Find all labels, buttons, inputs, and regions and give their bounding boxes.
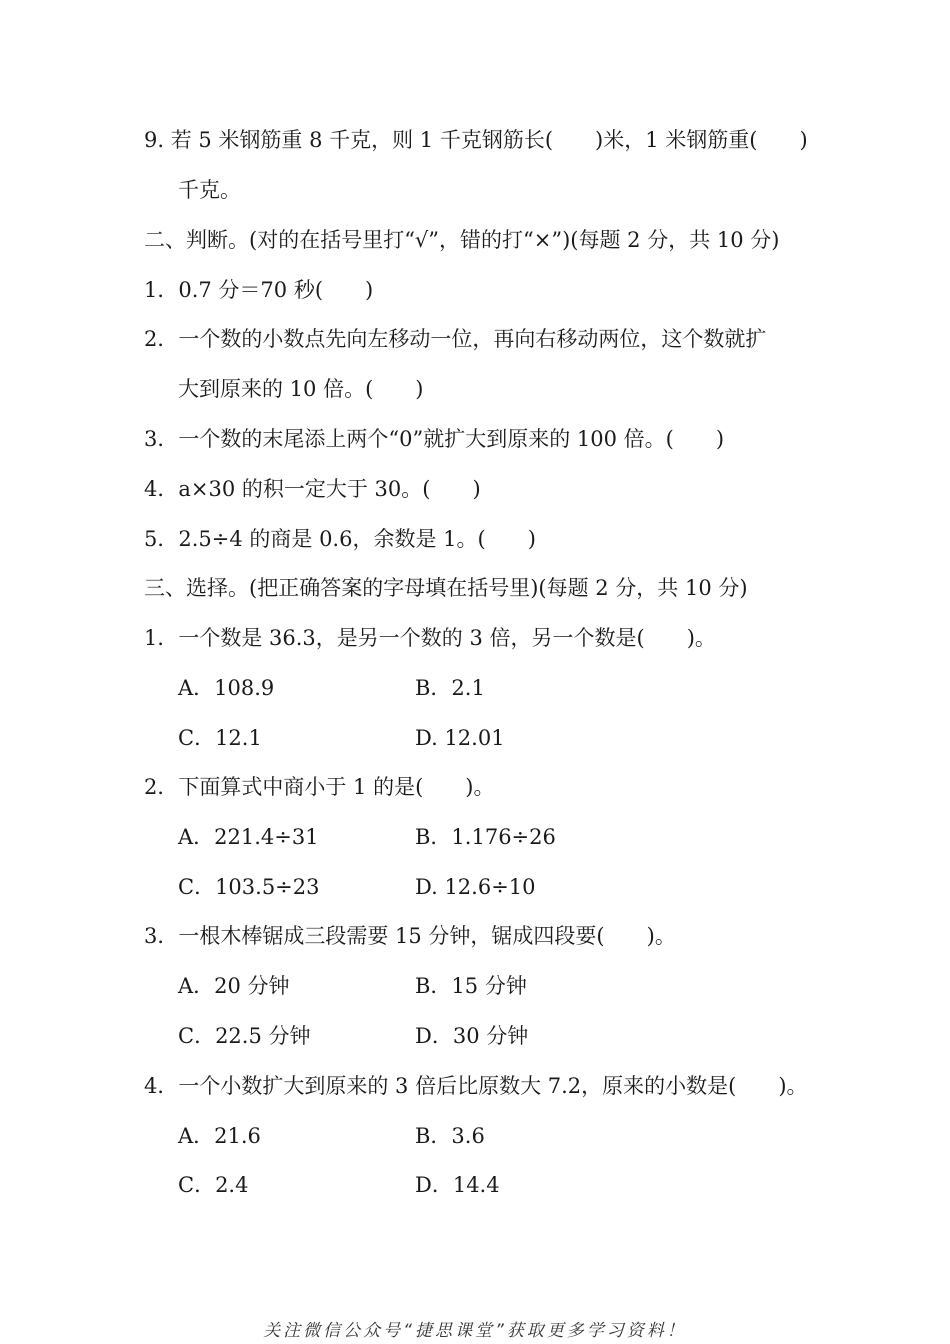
choice-question-1: 1．一个数是 36.3，是另一个数的 3 倍，另一个数是( )。 bbox=[144, 626, 716, 650]
judge-item-2: 2．一个数的小数点先向左移动一位，再向右移动两位，这个数就扩 bbox=[144, 327, 767, 351]
judge-item-4: 4．a×30 的积一定大于 30。( ) bbox=[144, 477, 481, 501]
choice-4-option-c: C．2.4 bbox=[178, 1173, 249, 1197]
choice-2-option-a: A．221.4÷31 bbox=[178, 825, 319, 849]
judge-item-1: 1．0.7 分＝70 秒( ) bbox=[144, 278, 374, 302]
question-9-line-1: 9. 若 5 米钢筋重 8 千克，则 1 千克钢筋长( )米，1 米钢筋重( ) bbox=[144, 128, 808, 152]
judge-item-2-continuation: 大到原来的 10 倍。( ) bbox=[178, 377, 424, 401]
choice-1-option-c: C．12.1 bbox=[178, 726, 262, 750]
choice-1-option-a: A．108.9 bbox=[178, 676, 275, 700]
judge-item-3: 3．一个数的末尾添上两个“0”就扩大到原来的 100 倍。( ) bbox=[144, 427, 725, 451]
choice-3-option-d: D．30 分钟 bbox=[415, 1024, 529, 1048]
choice-2-option-d: D. 12.6÷10 bbox=[415, 875, 536, 899]
judge-item-5: 5．2.5÷4 的商是 0.6，余数是 1。( ) bbox=[144, 527, 536, 551]
choice-3-option-c: C．22.5 分钟 bbox=[178, 1024, 311, 1048]
section-2-heading: 二、判断。(对的在括号里打“√”，错的打“×”)(每题 2 分，共 10 分) bbox=[144, 228, 780, 252]
choice-1-option-b: B．2.1 bbox=[415, 676, 485, 700]
choice-question-2: 2．下面算式中商小于 1 的是( )。 bbox=[144, 775, 495, 799]
section-3-heading: 三、选择。(把正确答案的字母填在括号里)(每题 2 分，共 10 分) bbox=[144, 576, 748, 600]
choice-3-option-b: B．15 分钟 bbox=[415, 974, 527, 998]
choice-2-option-c: C．103.5÷23 bbox=[178, 875, 320, 899]
choice-4-option-b: B．3.6 bbox=[415, 1124, 485, 1148]
question-9-line-2: 千克。 bbox=[178, 178, 241, 202]
choice-1-option-d: D. 12.01 bbox=[415, 726, 505, 750]
choice-2-option-b: B．1.176÷26 bbox=[415, 825, 556, 849]
choice-3-option-a: A．20 分钟 bbox=[178, 974, 290, 998]
choice-question-4: 4．一个小数扩大到原来的 3 倍后比原数大 7.2，原来的小数是( )。 bbox=[144, 1074, 808, 1098]
choice-4-option-a: A．21.6 bbox=[178, 1124, 261, 1148]
choice-4-option-d: D．14.4 bbox=[415, 1173, 500, 1197]
footer-promo-text: 关注微信公众号“捷思课堂”获取更多学习资料！ bbox=[263, 1321, 687, 1341]
choice-question-3: 3．一根木棒锯成三段需要 15 分钟，锯成四段要( )。 bbox=[144, 924, 676, 948]
